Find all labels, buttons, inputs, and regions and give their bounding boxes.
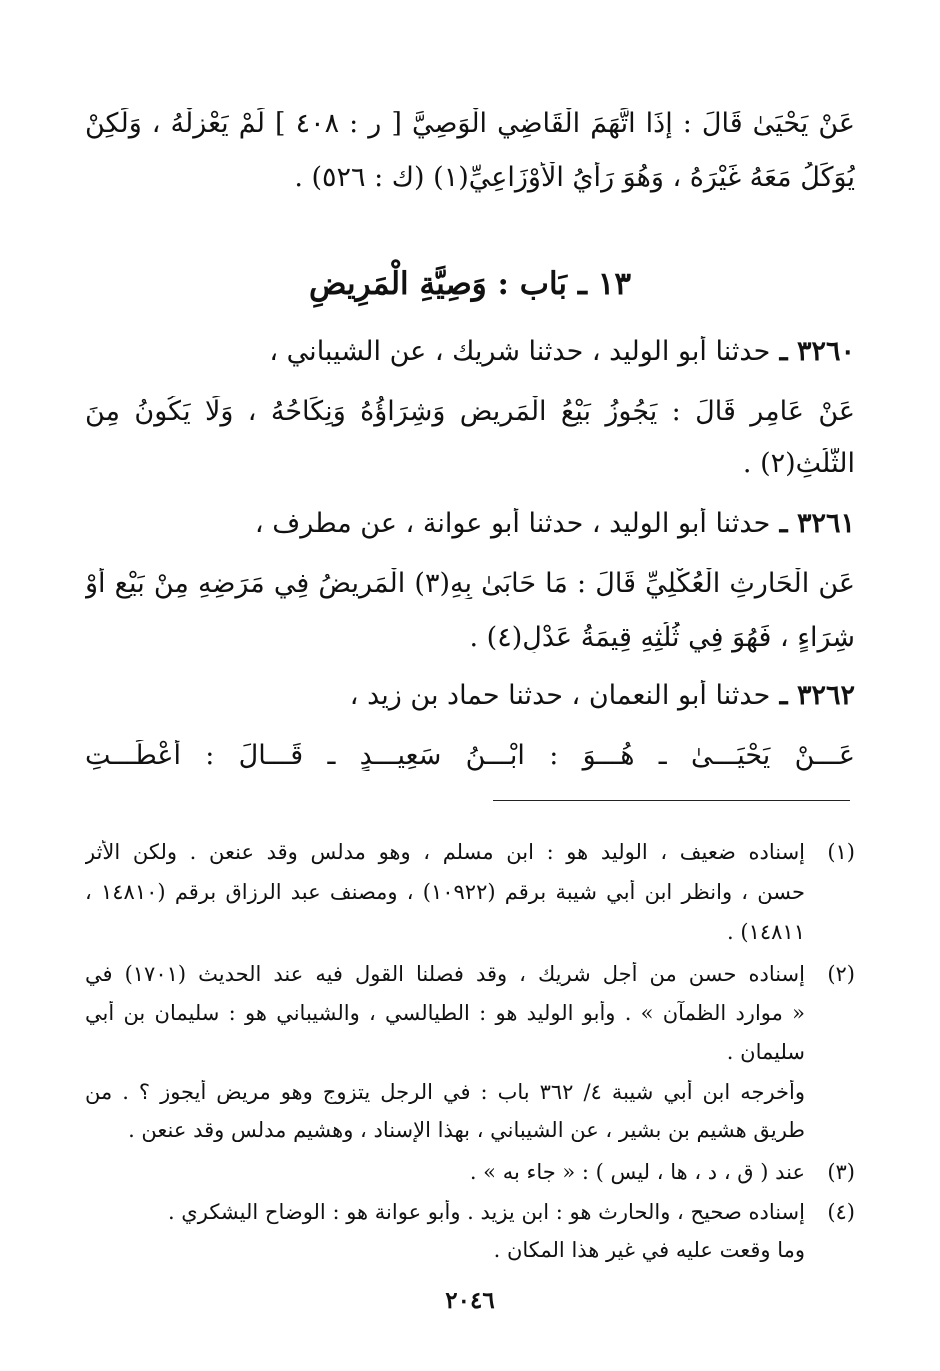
footnote	[85, 962, 855, 994]
footnote-line: حسن ، وانظر ابن أبي شيبة برقم (١٠٩٢٢) ، ومصنف عبد الرزاق برقم (١٤٨١٠ ،	[85, 880, 805, 904]
hadith-header	[85, 680, 855, 711]
opening-line: يُوَكِّلُ مَعَهُ غَيْرَهُ ، وَهُوَ رَأْيُ الْأَوْزَاعِيِّ(١) (ك : ٥٢٦) .	[294, 162, 855, 193]
footnote	[85, 840, 855, 872]
hadith-isnad: حدثنا أبو الوليد ، حدثنا أبو عوانة ، عن مطرف ،	[254, 508, 771, 539]
footnote-line: عند ( ق ، د ، ها ، ليس ) : « جاء به » .	[469, 1160, 805, 1184]
hadith-text-line: عَنِ الْحَارِثِ الْعُكْلِيِّ قَالَ : مَا حَابَىٰ بِهِ(٣) الْمَرِيضُ فِي مَرَضِهِ مِنْ بَيْعٍ أَوْ	[85, 568, 855, 599]
hadith-number: ٣٢٦٢	[796, 680, 855, 711]
hadith-separator: ـ	[770, 680, 797, 711]
hadith-text-line: الثُّلُثِ(٢) .	[742, 448, 855, 479]
opening-line: عَنْ يَحْيَىٰ قَالَ : إِذَا اتَّهَمَ الْقَاضِي الْوَصِيَّ [ ر : ٤٠٨ ] لَمْ يَعْزِلْهُ ، وَلَكِنْ	[85, 108, 855, 139]
footnote-line: وأخرجه ابن أبي شيبة ٤/ ٣٦٢ باب : في الرجل يتزوج وهو مريض أيجوز ؟ . من	[85, 1080, 805, 1104]
hadith-separator: ـ	[770, 336, 797, 367]
footnote	[85, 1200, 855, 1232]
footnote	[85, 1160, 855, 1192]
footnote-line: « موارد الظمآن » . وأبو الوليد هو : الطيالسي ، والشيباني هو : سليمان بن أبي	[85, 1001, 805, 1025]
hadith-separator: ـ	[770, 508, 797, 539]
footnote-number: (١)	[827, 840, 855, 864]
hadith-text-line: شِرَاءٍ ، فَهُوَ فِي ثُلُثِهِ قِيمَةُ عَدْلٍ(٤) .	[469, 622, 855, 653]
hadith-header	[85, 508, 855, 539]
chapter-heading: ١٣ ـ بَاب : وَصِيَّةِ الْمَرِيضِ	[308, 266, 631, 302]
footnote-line: إسناده صحيح ، والحارث هو : ابن يزيد . وأبو عوانة هو : الوضاح اليشكري .	[167, 1200, 805, 1224]
footnote-line: ١٤٨١١) .	[727, 920, 805, 944]
footnote-number: (٤)	[827, 1200, 855, 1224]
footnote-rule	[493, 800, 850, 801]
footnote-number: (٣)	[827, 1160, 855, 1184]
footnote-line: وما وقعت عليه في غير هذا المكان .	[493, 1238, 805, 1262]
hadith-text-line: عَـــنْ يَحْيَـــىٰ ـ هُـــوَ : ابْـــنُ سَعِيـــدٍ ـ قَـــالَ : أَعْطَـــتِ	[85, 740, 855, 771]
footnote-line: إسناده ضعيف ، الوليد هو : ابن مسلم ، وهو مدلس وقد عنعن . ولكن الأثر	[85, 840, 805, 864]
hadith-header	[85, 336, 855, 367]
hadith-text-line: عَنْ عَامِرٍ قَالَ : يَجُوزُ بَيْعُ الْمَرِيضِ وَشِرَاؤُهُ وَنِكَاحُهُ ، وَلَا يَكُونُ مِنَ	[85, 396, 855, 427]
footnote-number: (٢)	[827, 962, 855, 986]
footnote-line: سليمان .	[726, 1040, 805, 1064]
hadith-number: ٣٢٦١	[796, 508, 855, 539]
hadith-isnad: حدثنا أبو النعمان ، حدثنا حماد بن زيد ،	[349, 680, 771, 711]
footnote-line: إسناده حسن من أجل شريك ، وقد فصلنا القول فيه عند الحديث (١٧٠١) في	[85, 962, 805, 986]
footnote-line: طريق هشيم بن بشير ، عن الشيباني ، بهذا الإسناد ، وهشيم مدلس وقد عنعن .	[128, 1118, 805, 1142]
hadith-number: ٣٢٦٠	[796, 336, 855, 367]
page-number: ٢٠٤٦	[445, 1287, 495, 1314]
hadith-isnad: حدثنا أبو الوليد ، حدثنا شريك ، عن الشيباني ،	[269, 336, 771, 367]
